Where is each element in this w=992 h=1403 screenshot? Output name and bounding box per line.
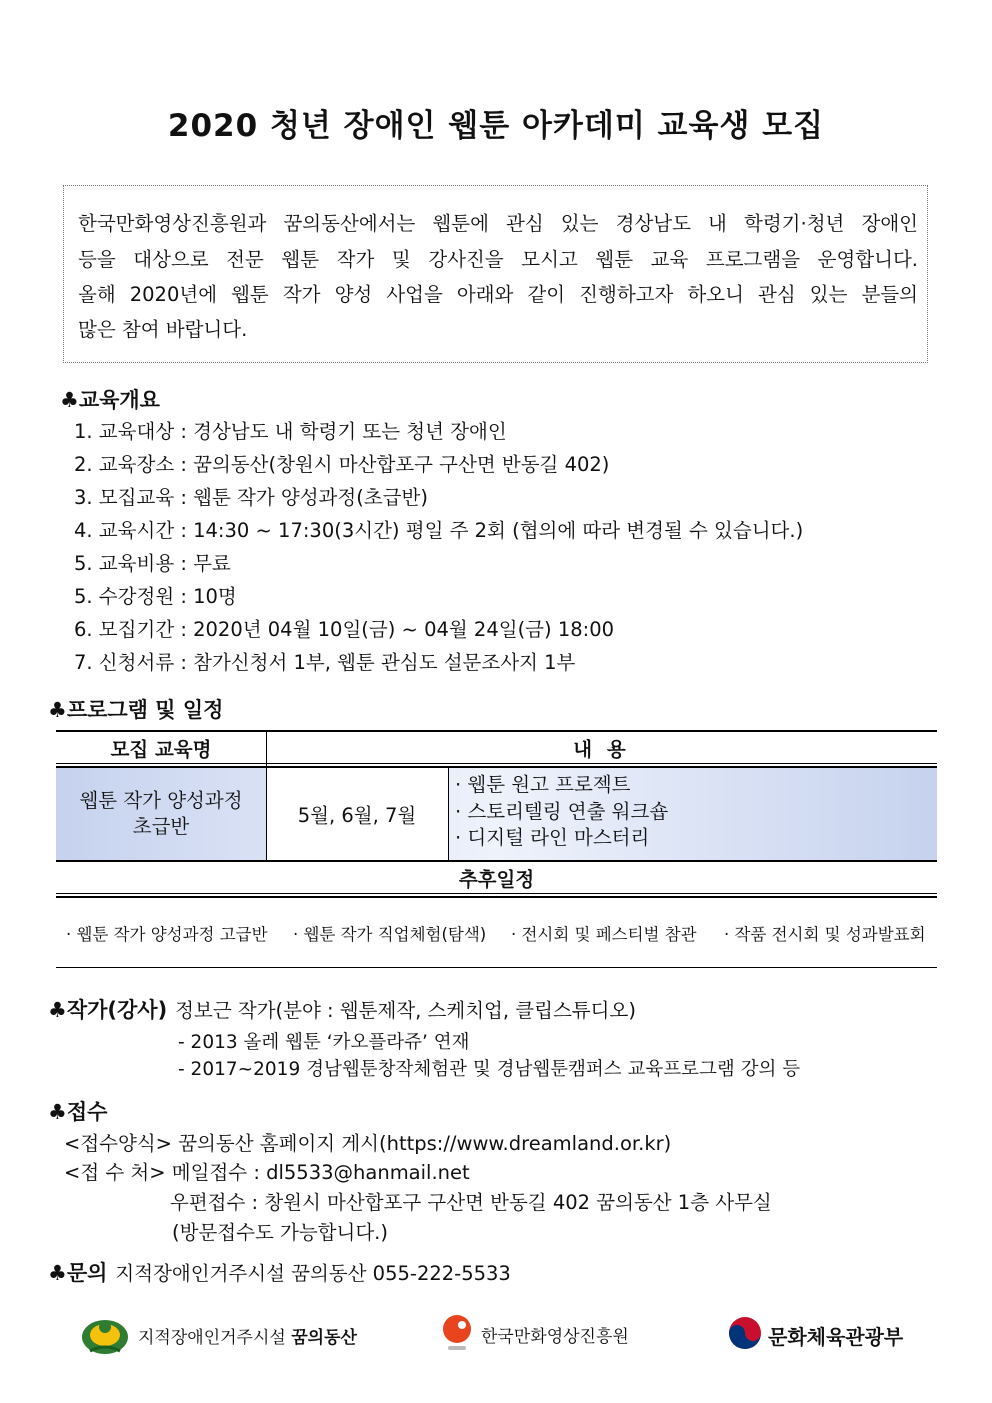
intro-line: 등을 대상으로 전문 웹툰 작가 및 강사진을 모시고 웹툰 교육 프로그램을 운영합니다. bbox=[78, 248, 918, 271]
content-item: · 웹툰 원고 프로젝트 bbox=[455, 773, 631, 796]
months-cell: 5월, 6월, 7월 bbox=[297, 804, 417, 827]
dreamland-prefix: 지적장애인거주시설 bbox=[138, 1328, 286, 1348]
taegeuk-icon bbox=[728, 1316, 762, 1350]
inquiry-heading: ♣문의 지적장애인거주시설 꿈의동산 055-222-5533 bbox=[48, 1261, 511, 1285]
followup-item: · 작품 전시회 및 성과발표회 bbox=[724, 925, 926, 944]
kocca-logo: 한국만화영상진흥원 bbox=[481, 1327, 629, 1347]
overview-item: 1. 교육대상 : 경상남도 내 학령기 또는 청년 장애인 bbox=[74, 420, 507, 443]
followup-item: · 웹툰 작가 양성과정 고급반 bbox=[66, 925, 268, 944]
career-item: - 2013 올레 웹툰 ‘카오플라쥬’ 연재 bbox=[178, 1032, 470, 1053]
reception-visit: (방문접수도 가능합니다.) bbox=[172, 1221, 388, 1244]
club-icon: ♣ bbox=[48, 1100, 67, 1124]
overview-item: 3. 모집교육 : 웹툰 작가 양성과정(초급반) bbox=[74, 486, 428, 509]
mcst-logo: 문화체육관광부 bbox=[768, 1325, 904, 1349]
reception-heading: ♣접수 bbox=[48, 1100, 108, 1124]
course-name-cell bbox=[56, 768, 266, 860]
overview-item: 4. 교육시간 : 14:30 ~ 17:30(3시간) 평일 주 2회 (협의에 따라 변경될 수 있습니다.) bbox=[74, 519, 804, 542]
overview-item: 7. 신청서류 : 참가신청서 1부, 웹툰 관심도 설문조사지 1부 bbox=[74, 651, 576, 674]
club-icon: ♣ bbox=[48, 998, 67, 1022]
col-content-header: 내 용 bbox=[573, 737, 630, 761]
followup-label: 추후일정 bbox=[458, 867, 535, 891]
dreamland-name: 꿈의동산 bbox=[291, 1328, 357, 1348]
club-icon: ♣ bbox=[60, 388, 79, 412]
overview-item: 2. 교육장소 : 꿈의동산(창원시 마산합포구 구산면 반동길 402) bbox=[74, 453, 610, 476]
page-title: 2020 청년 장애인 웹툰 아카데미 교육생 모집 bbox=[167, 108, 825, 144]
course-name-line: 웹툰 작가 양성과정 bbox=[79, 789, 243, 812]
content-item: · 디지털 라인 마스터리 bbox=[455, 826, 650, 849]
followup-item: · 웹툰 작가 직업체험(탐색) bbox=[293, 925, 487, 944]
overview-heading: ♣교육개요 bbox=[60, 388, 160, 412]
inquiry-text: 지적장애인거주시설 꿈의동산 055-222-5533 bbox=[115, 1262, 511, 1285]
overview-item: 5. 교육비용 : 무료 bbox=[74, 552, 231, 575]
col-course-header: 모집 교육명 bbox=[110, 737, 212, 761]
overview-item: 5. 수강정원 : 10명 bbox=[74, 585, 237, 608]
program-heading: ♣프로그램 및 일정 bbox=[48, 698, 224, 722]
instructor-heading: ♣작가(강사) 정보근 작가(분야 : 웹툰제작, 스케치업, 클립스튜디오) bbox=[48, 998, 636, 1022]
dreamland-logo bbox=[138, 1323, 357, 1348]
intro-line: 올해 2020년에 웹툰 작가 양성 사업을 아래와 같이 진행하고자 하오니 관심 있는 분들의 bbox=[78, 283, 918, 306]
kocca-logo-icon bbox=[440, 1313, 476, 1353]
content-item: · 스토리텔링 연출 워크숍 bbox=[455, 799, 669, 823]
course-level: 초급반 bbox=[132, 815, 190, 838]
club-icon: ♣ bbox=[48, 1261, 67, 1285]
followup-item: · 전시회 및 페스티벌 참관 bbox=[511, 925, 697, 944]
reception-post: 우편접수 : 창원시 마산합포구 구산면 반동길 402 꿈의동산 1층 사무실 bbox=[170, 1191, 772, 1214]
overview-item: 6. 모집기간 : 2020년 04월 10일(금) ~ 04월 24일(금) 18:00 bbox=[74, 618, 615, 641]
dreamland-logo-icon bbox=[80, 1313, 130, 1357]
content-cell bbox=[455, 772, 668, 852]
intro-line: 한국만화영상진흥원과 꿈의동산에서는 웹툰에 관심 있는 경상남도 내 학령기·청년 장애인 bbox=[78, 212, 918, 235]
reception-form: <접수양식> 꿈의동산 홈페이지 게시(https://www.dreamland.or.kr) bbox=[64, 1132, 672, 1155]
club-icon: ♣ bbox=[48, 698, 67, 722]
instructor-name: 정보근 작가(분야 : 웹툰제작, 스케치업, 클립스튜디오) bbox=[175, 999, 636, 1022]
reception-place: <접 수 처> 메일접수 : dl5533@hanmail.net bbox=[64, 1161, 470, 1184]
career-item: - 2017~2019 경남웹툰창작체험관 및 경남웹툰캠퍼스 교육프로그램 강의 등 bbox=[178, 1059, 801, 1080]
intro-line: 많은 참여 바랍니다. bbox=[78, 318, 248, 341]
intro-box bbox=[63, 185, 928, 363]
